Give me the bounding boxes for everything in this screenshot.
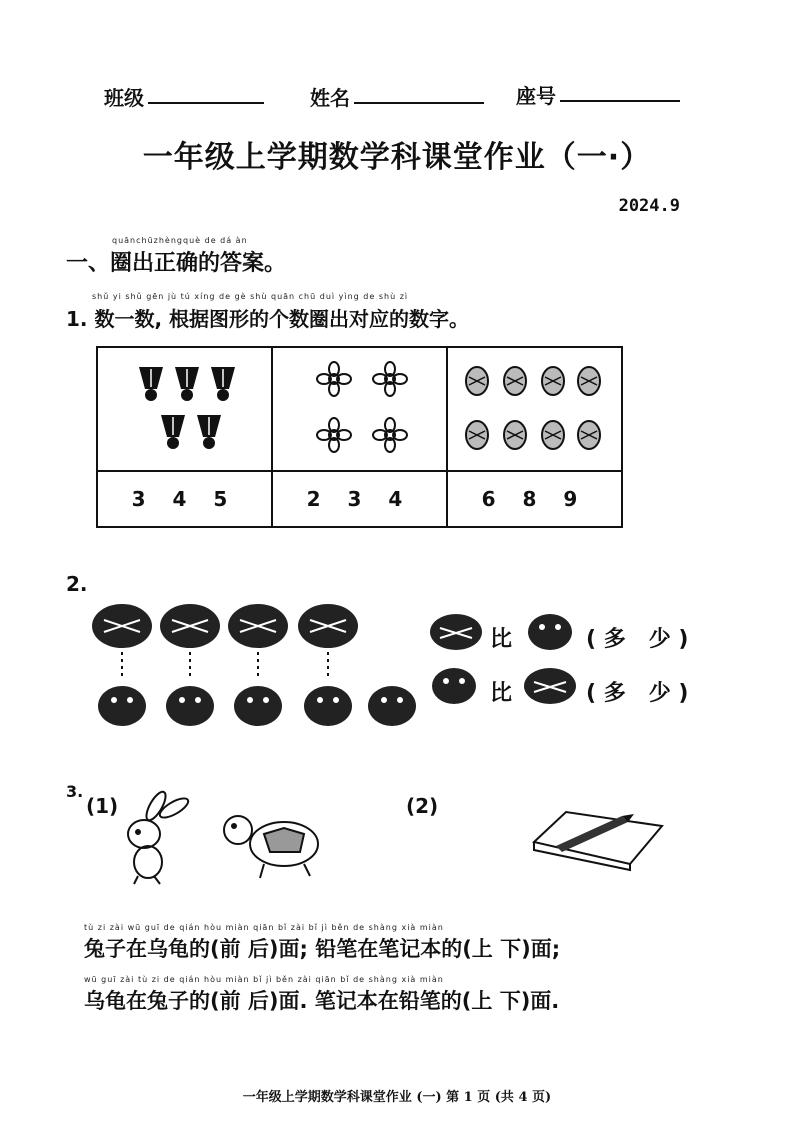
pineapple-icon [516,664,586,708]
q1-pinyin: shǔ yi shǔ gēn jù tú xíng de gè shù quān chū duì yìng de shù zì [92,292,409,301]
q1-choices-1[interactable]: 3 4 5 [97,471,272,527]
flower-icon [274,349,445,465]
frog-icon [98,686,416,726]
notebook-icon [534,812,662,870]
pineapple-icon [92,604,358,648]
section1-pinyin: quānchūzhèngquè de dá àn [112,236,248,245]
q1-cell-shuttlecocks [97,347,272,471]
class-label: 班级 [104,86,144,110]
section1-heading: 一、圈出正确的答案。 [66,251,287,276]
page-title: 一年级上学期数学科课堂作业（一·） [142,140,652,175]
class-field[interactable] [148,102,264,104]
q2-row2-bi: 比 [490,681,513,706]
rabbit-icon [128,789,191,884]
q2-row1-choice[interactable]: ( 多 少 ) [586,627,689,652]
frog-icon [522,610,582,654]
q2-comparison-figure [86,596,426,732]
pineapple-icon [426,610,496,654]
notebook-pencil-figure [526,802,666,872]
date: 2024.9 [618,196,680,216]
frog-icon [426,664,486,708]
q1-text: 1. 数一数, 根据图形的个数圈出对应的数字。 [66,307,470,331]
q3-part2-label: (2) [406,794,439,818]
q3-line1-pinyin: tù zi zài wū guī de qián hòu miàn qiān bǐ zài bǐ jì běn de shàng xià miàn [84,923,444,932]
name-label: 姓名 [310,86,350,110]
q1-cell-pinecones [447,347,622,471]
q1-choices-2[interactable]: 2 3 4 [272,471,447,527]
seat-field[interactable] [560,100,680,102]
badminton-shuttlecock-icon [99,349,270,465]
q1-table [96,346,623,528]
q1-cell-flowers [272,347,447,471]
q2-label: 2. [66,572,88,596]
page-footer: 一年级上学期数学科课堂作业 (一) 第 1 页 (共 4 页) [242,1090,552,1105]
seat-label: 座号 [516,84,556,108]
q3-line2-pinyin: wū guī zài tù zi de qián hòu miàn bǐ jì běn zài qiān bǐ de shàng xià miàn [84,975,444,984]
pencil-icon [556,814,634,852]
q3-line1[interactable]: 兔子在乌龟的(前 后)面; 铅笔在笔记本的(上 下)面; [84,937,561,961]
rabbit-turtle-figure [114,788,334,888]
q3-label: 3. [66,782,84,801]
q3-part1-label: (1) [86,794,119,818]
q3-line2[interactable]: 乌龟在兔子的(前 后)面. 笔记本在铅笔的(上 下)面. [84,989,560,1013]
q1-choices-3[interactable]: 6 8 9 [447,471,622,527]
pinecone-icon [449,349,620,465]
q2-row1-bi: 比 [490,627,513,652]
turtle-icon [224,816,318,878]
q2-row2-choice[interactable]: ( 多 少 ) [586,681,689,706]
name-field[interactable] [354,102,484,104]
